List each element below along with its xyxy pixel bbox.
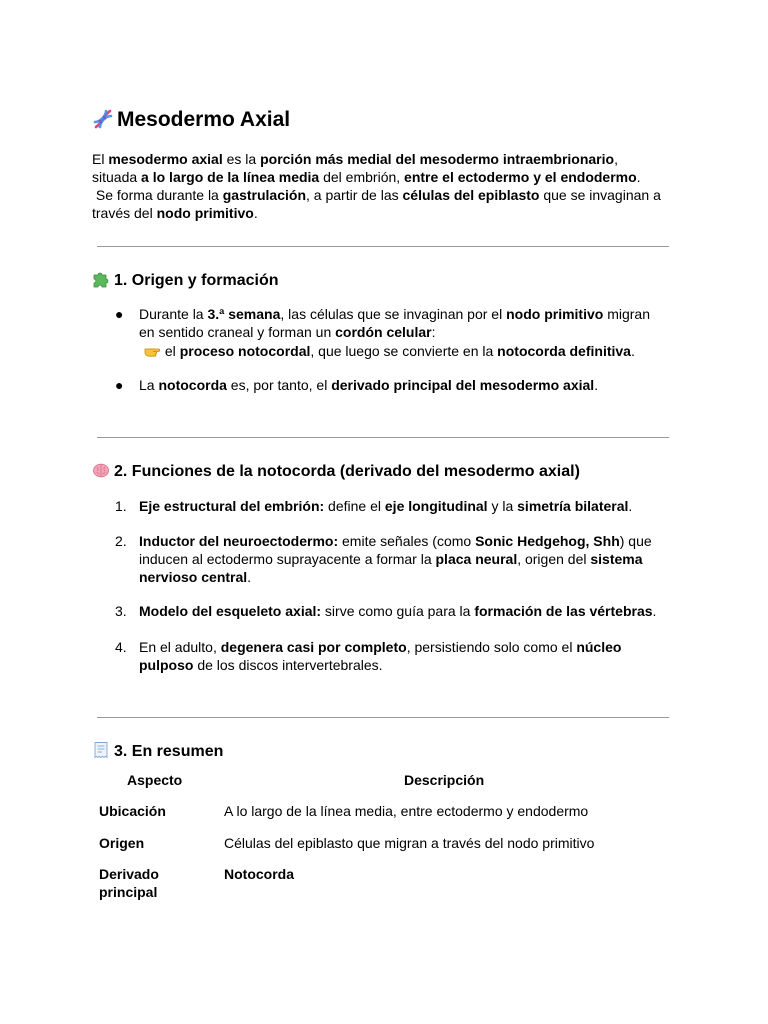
intro-line-3: Se forma durante la gastrulación, a partir de las células del epiblasto que se invaginan a: [92, 187, 661, 203]
table-header: Aspecto: [127, 772, 183, 788]
list-item: 1. Eje estructural del embrión: define el eje longitudinal y la simetría bilateral.: [115, 498, 633, 514]
intro-line-2: situada a lo largo de la línea media del embrión, entre el ectodermo y el endodermo.: [92, 169, 641, 185]
receipt-icon: [92, 741, 110, 759]
list-item: 4. En el adulto, degenera casi por completo, persistiendo solo como el núcleo pulposo de los discos intervertebrales.: [115, 639, 622, 673]
list-item: 3. Modelo del esqueleto axial: sirve como guía para la formación de las vértebras.: [115, 603, 657, 619]
pointing-hand-icon: [143, 341, 161, 359]
list-item: ● La notocorda es, por tanto, el derivado principal del mesodermo axial.: [115, 377, 599, 393]
intro-line-1: El mesodermo axial es la porción más medial del mesodermo intraembrionario,: [92, 151, 618, 167]
table-cell-aspect: Derivado principal: [99, 866, 159, 900]
section-3-heading: 3. En resumen: [92, 741, 223, 761]
dna-icon: [92, 108, 114, 130]
table-cell-description: Células del epiblasto que migran a través del nodo primitivo: [224, 835, 595, 851]
table-cell-aspect: Ubicación: [99, 803, 166, 819]
list-item: ● Durante la 3.ª semana, las células que se invaginan por el nodo primitivo migran en sentido craneal y forman un cordón celular: el proceso notocordal, que luego se convierte en la notocorda definitiva.: [115, 306, 650, 359]
divider: [97, 246, 669, 247]
list-item: 2. Inductor del neuroectodermo: emite señales (como Sonic Hedgehog, Shh) que inducen al ectodermo suprayacente a formar la placa neural, origen del sistema nervioso central.: [115, 533, 652, 585]
table-cell-description: A lo largo de la línea media, entre ectodermo y endodermo: [224, 803, 589, 819]
divider: [97, 437, 669, 438]
puzzle-icon: [92, 270, 110, 288]
page-title: [92, 108, 290, 132]
brain-icon: [92, 461, 110, 479]
bullet: ●: [115, 377, 124, 393]
table-header: Descripción: [404, 772, 485, 788]
section-2-heading: 2. Funciones de la notocorda (derivado del mesodermo axial): [92, 461, 580, 481]
bullet: ●: [115, 306, 124, 322]
table-cell-aspect: Origen: [99, 835, 145, 851]
section-1-heading: 1. Origen y formación: [92, 270, 278, 290]
title-text: Mesodermo Axial: [117, 108, 291, 131]
table-cell-description: Notocorda: [224, 866, 294, 882]
divider: [97, 717, 669, 718]
intro-line-4: través del nodo primitivo.: [92, 205, 258, 221]
